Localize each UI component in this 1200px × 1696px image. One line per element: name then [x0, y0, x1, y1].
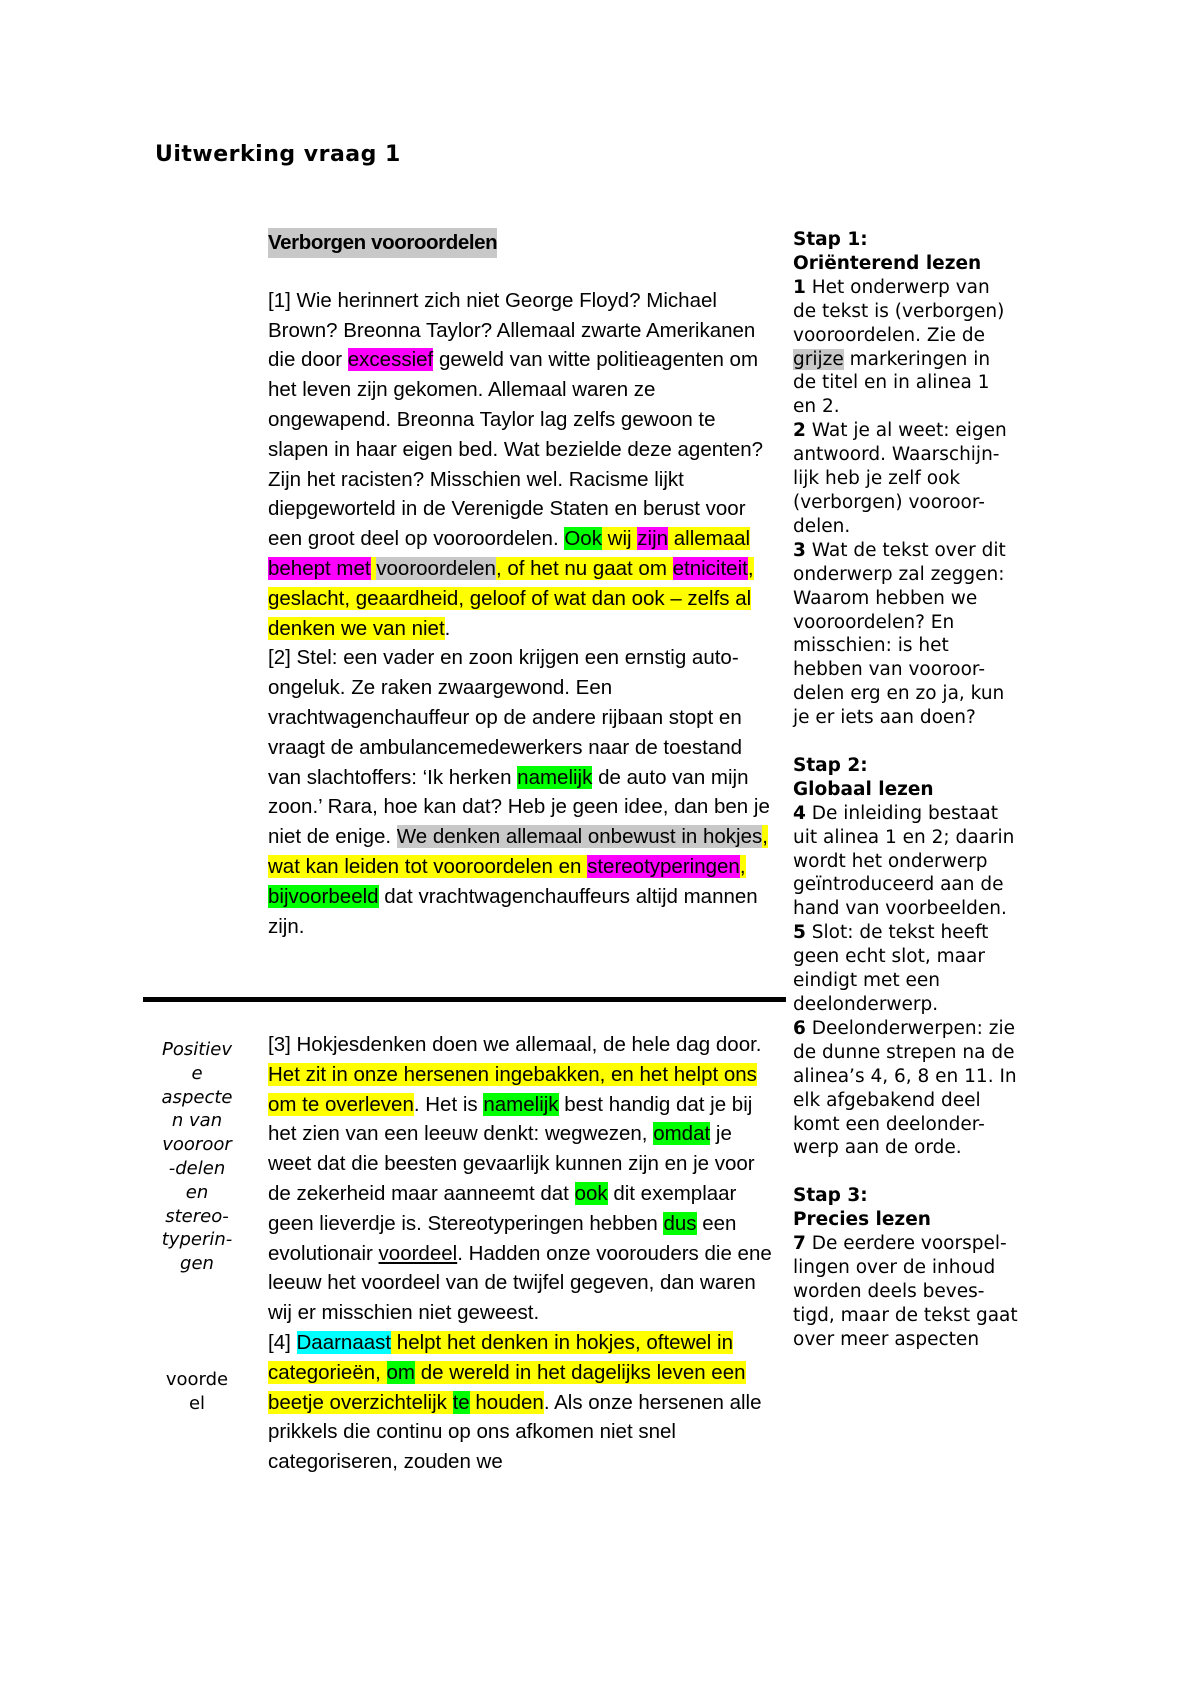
note-item-2	[793, 419, 1018, 539]
highlight-vooroordelen: vooroordelen	[376, 556, 496, 580]
section-divider	[143, 997, 786, 1002]
paragraph-3	[268, 1030, 773, 1328]
highlight-grijze: grijze	[793, 348, 844, 370]
note-text: Het onderwerp van de tekst is (verborgen) vooroordelen. Zie de	[793, 276, 1005, 346]
article-lower-section	[268, 1030, 773, 1477]
p2-text: dat vrachtwagenchauffeurs altijd mannen zijn.	[268, 884, 758, 938]
step-2-block	[793, 754, 1018, 1160]
margin-note-line: n van	[171, 1110, 223, 1132]
highlight-de-wereld: de wereld in het dagelijks leven een beetje overzichtelijk	[268, 1360, 746, 1414]
note-text: Slot: de tekst heeft geen echt slot, maar eindigt met een deelonderwerp.	[793, 922, 989, 1015]
note-number: 5	[793, 922, 806, 944]
highlight-helpt-het-denken: helpt het denken in hokjes, oftewel in categorieën,	[268, 1330, 733, 1384]
p1-text: geweld van witte politieagenten om het leven zijn gekomen. Allemaal waren ze ongewapend. Breonna Taylor lag zelfs gewoon te slapen in haar eigen bed. Wat bezielde deze agenten? Zijn het racisten? Misschien wel. Racisme lijkt diepgeworteld in de Verenigde Staten en berust voor een groot deel op vooroordelen.	[268, 348, 764, 551]
margin-note-line: e	[191, 1062, 203, 1084]
side-notes-column	[793, 228, 1018, 1375]
highlight-ingebakken: Het zit in onze hersenen ingebakken, en het helpt ons om te overleven	[268, 1062, 757, 1116]
margin-note-line: gen	[180, 1253, 214, 1275]
p1-text: .	[444, 616, 451, 640]
p2-text: [2] Stel: een vader en zoon krijgen een ernstig auto-ongeluk. Ze raken zwaargewond. Een vrachtwagenchauffeur op de andere rijbaan stopt en vraagt de ambulancemedewerkers naar de toestand van slachtoffers: ‘Ik herken	[268, 646, 743, 789]
highlight-space	[415, 1361, 421, 1384]
p1-text: [1] Wie herinnert zich niet George Floyd? Michael Brown? Breonna Taylor? Allemaal zwarte Amerikanen die door	[268, 288, 756, 372]
highlight-hokjes: We denken allemaal onbewust in hokjes	[396, 825, 763, 849]
highlight-allemaal: allemaal	[668, 527, 751, 551]
highlight-bijvoorbeeld: bijvoorbeeld	[268, 884, 379, 908]
article-title: Verborgen vooroordelen	[268, 228, 497, 258]
note-item-3	[793, 539, 1018, 730]
p3-text: . Het is	[413, 1092, 484, 1116]
step-3-title: Precies lezen	[793, 1209, 931, 1231]
paragraph-4	[268, 1328, 773, 1477]
highlight-ook: ook	[574, 1181, 608, 1205]
highlight-te: te	[452, 1390, 470, 1414]
margin-note-line: stereo-	[165, 1205, 229, 1227]
highlight-namelijk: namelijk	[483, 1092, 559, 1116]
note-text: De inleiding bestaat uit alinea 1 en 2; daarin wordt het onderwerp geïntroduceerd aan de hand van voorbeelden.	[793, 802, 1015, 920]
highlight-etniciteit: etniciteit	[672, 556, 748, 580]
p3-text: je weet dat die beesten gevaarlijk kunnen zijn en je voor de zekerheid maar aanneemt dat	[268, 1122, 755, 1205]
margin-note-voordeel	[148, 1368, 246, 1416]
highlight-of-het-nu: , of het nu gaat om	[495, 556, 673, 580]
note-number: 2	[793, 420, 806, 442]
article-upper-section	[268, 228, 773, 941]
p3-text: . Hadden onze voorouders die ene leeuw het voordeel van de twijfel gegeven, dan waren wij er misschien niet geweest.	[268, 1241, 772, 1325]
highlight-behept-met: behept met	[268, 556, 371, 580]
note-item-5	[793, 921, 1018, 1017]
margin-note-line: -delen	[168, 1157, 226, 1179]
margin-note-line: Positiev	[161, 1039, 233, 1060]
note-number: 6	[793, 1017, 806, 1039]
highlight-space	[602, 527, 608, 550]
highlight-zijn: zijn	[637, 527, 669, 551]
step-1-title: Oriënterend lezen	[793, 252, 982, 274]
step-3-label: Stap 3:	[793, 1185, 868, 1207]
step-3-block	[793, 1184, 1018, 1351]
p3-text: een evolutionair	[268, 1211, 737, 1265]
margin-note-line: vooroor	[162, 1134, 232, 1156]
p4-text: [4]	[268, 1330, 297, 1354]
note-text: Wat de tekst over dit onderwerp zal zeggen: Waarom hebben we vooroordelen? En misschien: is het hebben van vooroor-delen erg en zo ja, kun je er iets aan doen?	[793, 539, 1006, 729]
highlight-space	[391, 1331, 397, 1354]
margin-note-line: en	[185, 1181, 209, 1203]
p4-text: . Als onze hersenen alle prikkels die continu op ons afkomen niet snel categoriseren, zouden we	[268, 1390, 762, 1474]
highlight-dus: dus	[663, 1211, 697, 1235]
step-2-title: Globaal lezen	[793, 778, 934, 800]
highlight-wij: wij	[607, 527, 632, 551]
note-number: 4	[793, 802, 806, 824]
note-text: De eerdere voorspel-lingen over de inhoud worden deels beves-tigd, maar de tekst gaat over meer aspecten	[793, 1233, 1018, 1350]
highlight-daarnaast: Daarnaast	[296, 1330, 392, 1354]
highlight-houden: houden	[475, 1390, 544, 1414]
margin-note-line: aspecte	[161, 1086, 233, 1108]
paragraph-2	[268, 643, 773, 941]
page-heading: Uitwerking vraag 1	[155, 142, 401, 167]
highlight-excessief: excessief	[347, 348, 434, 372]
step-2-label: Stap 2:	[793, 754, 868, 776]
highlight-namelijk: namelijk	[517, 765, 593, 789]
highlight-comma: ,	[739, 854, 746, 878]
underlined-voordeel: voordeel	[378, 1241, 458, 1265]
note-number: 7	[793, 1233, 806, 1255]
highlight-om: om	[386, 1360, 416, 1384]
note-number: 3	[793, 539, 806, 561]
p3-text: [3] Hokjesdenken doen we allemaal, de hele dag door.	[268, 1033, 762, 1056]
note-item-6	[793, 1017, 1018, 1160]
paragraph-1	[268, 286, 773, 644]
margin-note-line: el	[188, 1392, 206, 1414]
note-item-7	[793, 1232, 1018, 1352]
p3-text: dit exemplaar geen lieverdje is. Stereotyperingen hebben	[268, 1181, 737, 1235]
step-1-block	[793, 228, 1018, 730]
note-number: 1	[793, 276, 806, 298]
margin-note-positive-aspects	[148, 1038, 246, 1276]
p2-text: de auto van mijn zoon.’ Rara, hoe kan dat? Heb je geen idee, dan ben je niet de enige.	[268, 765, 770, 849]
note-text: Deelonderwerpen: zie de dunne strepen na de alinea’s 4, 6, 8 en 11. In elk afgebakend deel komt een deelonder-werp aan de orde.	[793, 1017, 1017, 1159]
note-item-1	[793, 276, 1018, 419]
note-text: markeringen in de titel en in alinea 1 en 2.	[793, 348, 991, 418]
note-text: Wat je al weet: eigen antwoord. Waarschijn-lijk heb je zelf ook (verborgen) vooroor-delen.	[793, 420, 1007, 537]
highlight-ook: Ook	[564, 527, 602, 551]
highlight-geslacht: , geslacht, geaardheid, geloof of wat dan ook – zelfs al denken we van niet	[268, 556, 754, 640]
note-item-4	[793, 802, 1018, 922]
margin-note-line: typerin-	[161, 1229, 233, 1251]
highlight-wat-kan-leiden: , wat kan leiden tot vooroordelen en	[268, 825, 768, 878]
p3-text: best handig dat je bij het zien van een leeuw denkt: wegwezen,	[268, 1092, 753, 1146]
step-1-label: Stap 1:	[793, 229, 868, 250]
highlight-stereotyperingen: stereotyperingen	[587, 854, 740, 878]
highlight-omdat: omdat	[653, 1122, 711, 1146]
margin-note-line: voorde	[165, 1369, 229, 1390]
